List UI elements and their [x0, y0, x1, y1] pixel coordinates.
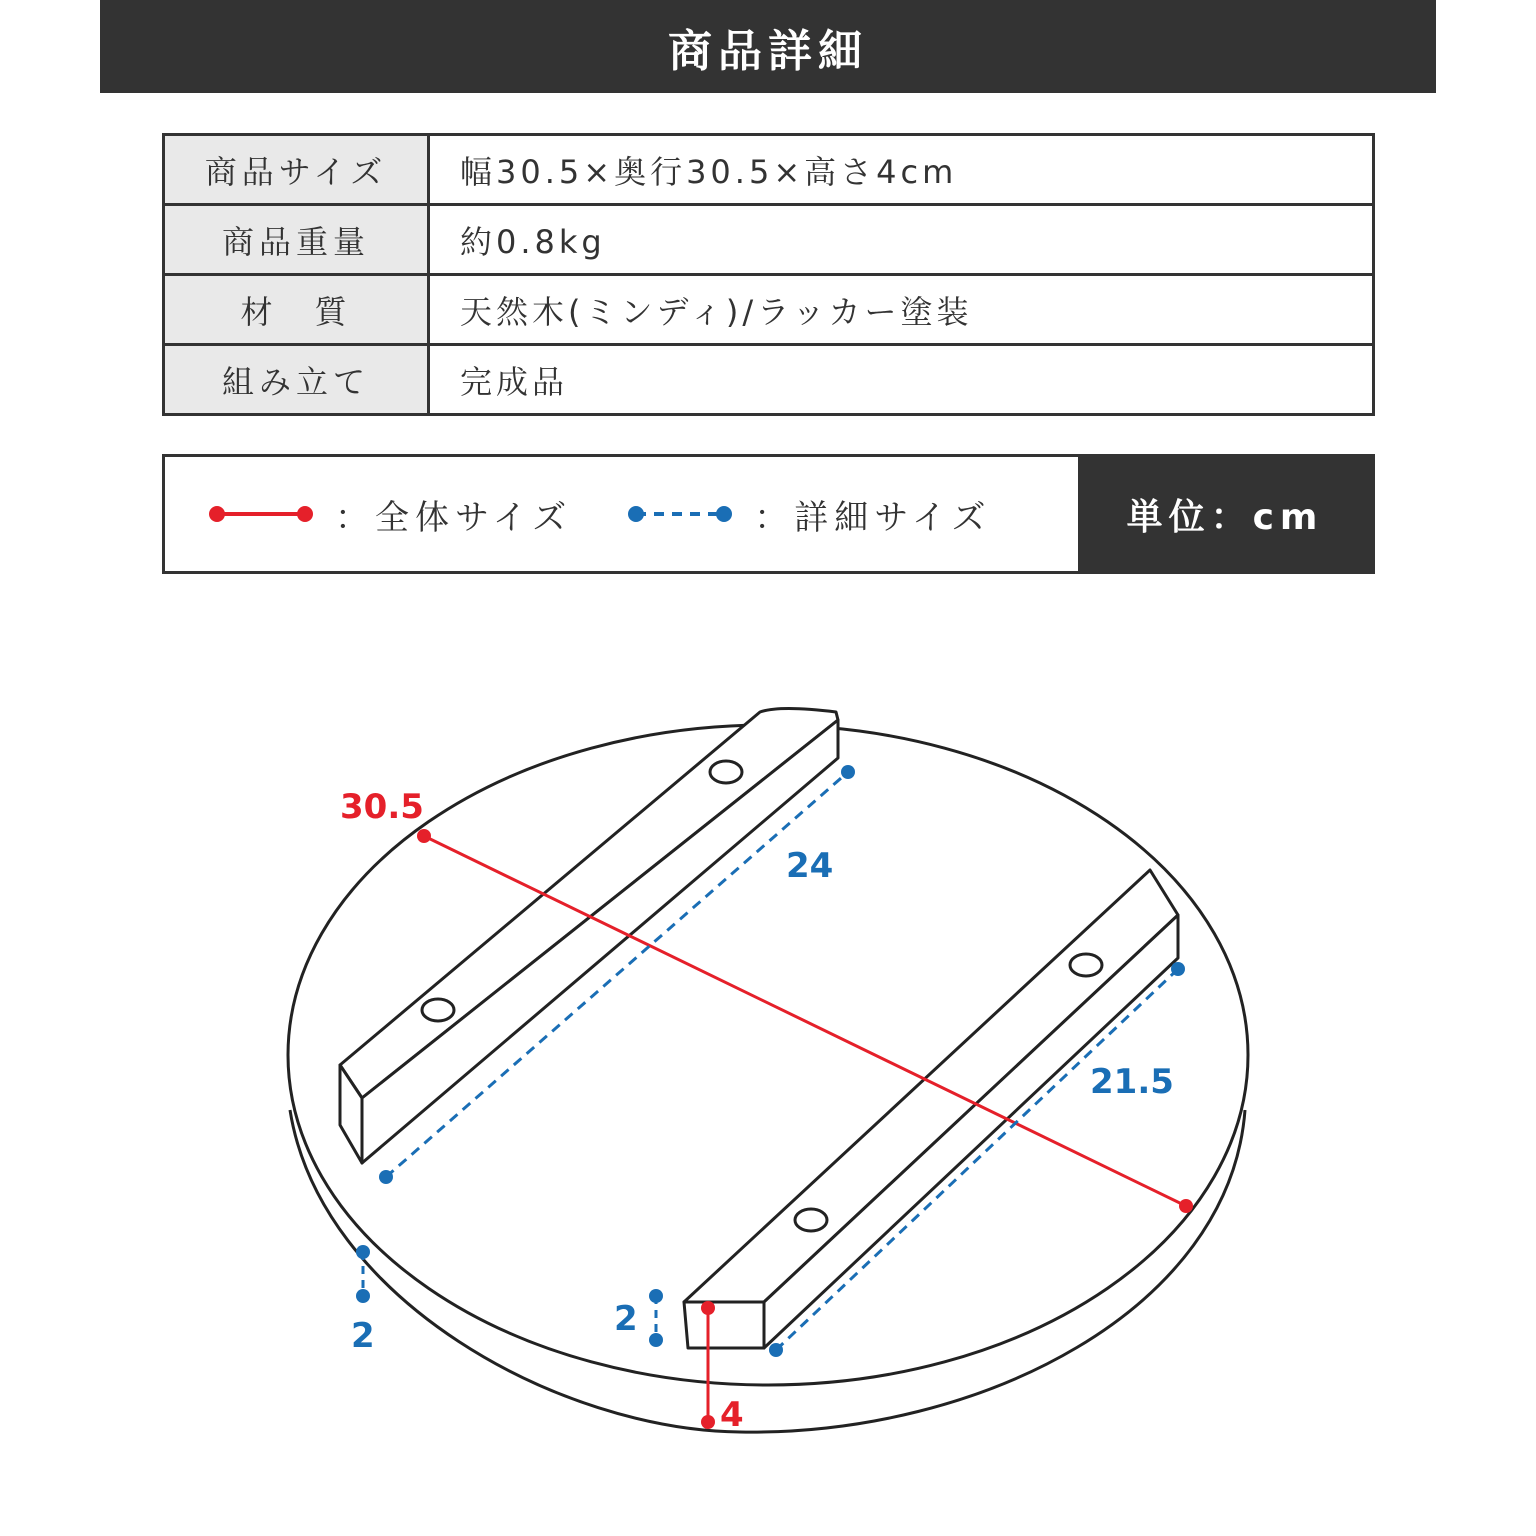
- spec-label: 商品重量: [164, 205, 429, 275]
- total-height-label: 4: [720, 1395, 744, 1435]
- spec-value: 完成品: [429, 345, 1374, 415]
- page-title: 商品詳細: [100, 0, 1436, 93]
- spec-value: 天然木(ミンディ)/ラッカー塗装: [429, 275, 1374, 345]
- rail-long-label: 24: [786, 846, 834, 886]
- spec-label: 組み立て: [164, 345, 429, 415]
- rail-height-label: 2: [614, 1299, 638, 1339]
- board-thickness-dimension: [356, 1245, 370, 1303]
- spec-value: 幅30.5×奥行30.5×高さ4cm: [429, 135, 1374, 205]
- legend-overall-label: ：全体サイズ: [335, 497, 573, 538]
- legend-detail-label: ：詳細サイズ: [754, 497, 992, 538]
- spec-label: 材 質: [164, 275, 429, 345]
- spec-value: 約0.8kg: [429, 205, 1374, 275]
- unit-label: 単位：cm: [1078, 457, 1372, 571]
- board-thickness-label: 2: [351, 1316, 375, 1356]
- spec-label: 商品サイズ: [164, 135, 429, 205]
- rail-short-label: 21.5: [1090, 1062, 1174, 1102]
- diameter-label: 30.5: [340, 787, 424, 827]
